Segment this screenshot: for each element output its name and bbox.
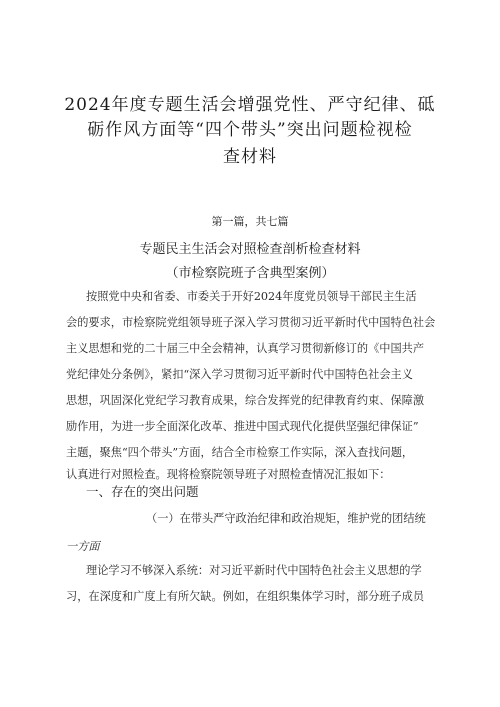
part-label: 第一篇，共七篇 [211,215,289,228]
document-title-line-1: 2024年度专题生活会增强党性、严守纪律、砥 [64,95,436,115]
section-heading-sub: （市检察院班子含典型案例） [165,266,335,281]
intro-line-8: 认真进行对照检查。现将检察院领导班子对照检查情况汇报如下： [66,468,391,481]
intro-line-7: 主题，聚焦“四个带头”方面，结合全市检察工作实际，深入查找问题， [66,446,414,459]
sub-heading-line-2: 一方面 [66,540,100,553]
intro-line-1: 按照党中央和省委、市委关于开好2024年度党员领导干部民主生活 [86,290,417,303]
document-title-line-3: 查材料 [223,147,277,167]
intro-line-5: 思想，巩固深化党纪学习教育成果，综合发挥党的纪律教育约束、保障激 [66,394,425,407]
section-title: 一、存在的突出问题 [86,484,199,499]
document-title-line-2: 砺作风方面等“四个带头”突出问题检视检 [87,120,413,140]
body-line-2: 习，在深度和广度上有所欠缺。例如，在组织集体学习时，部分班子成员 [66,590,425,603]
section-heading: 专题民主生活会对照检查剖析检查材料 [139,242,361,257]
intro-line-2: 会的要求，市检察院党组领导班子深入学习贯彻习近平新时代中国特色社会 [66,316,436,329]
intro-line-6: 励作用，为进一步全面深化改革、推进中国式现代化提供坚强纪律保证” [66,420,419,433]
intro-line-3: 主义思想和党的二十届三中全会精神，认真学习贯彻新修订的《中国共产 [66,342,425,355]
sub-heading-line-1: （一）在带头严守政治纪律和政治规矩，维护党的团结统 [146,512,426,525]
intro-line-4: 党纪律处分条例》，紧扣“深入学习贯彻习近平新时代中国特色社会主义 [66,368,413,381]
body-line-1: 理论学习不够深入系统：对习近平新时代中国特色社会主义思想的学 [86,564,422,577]
